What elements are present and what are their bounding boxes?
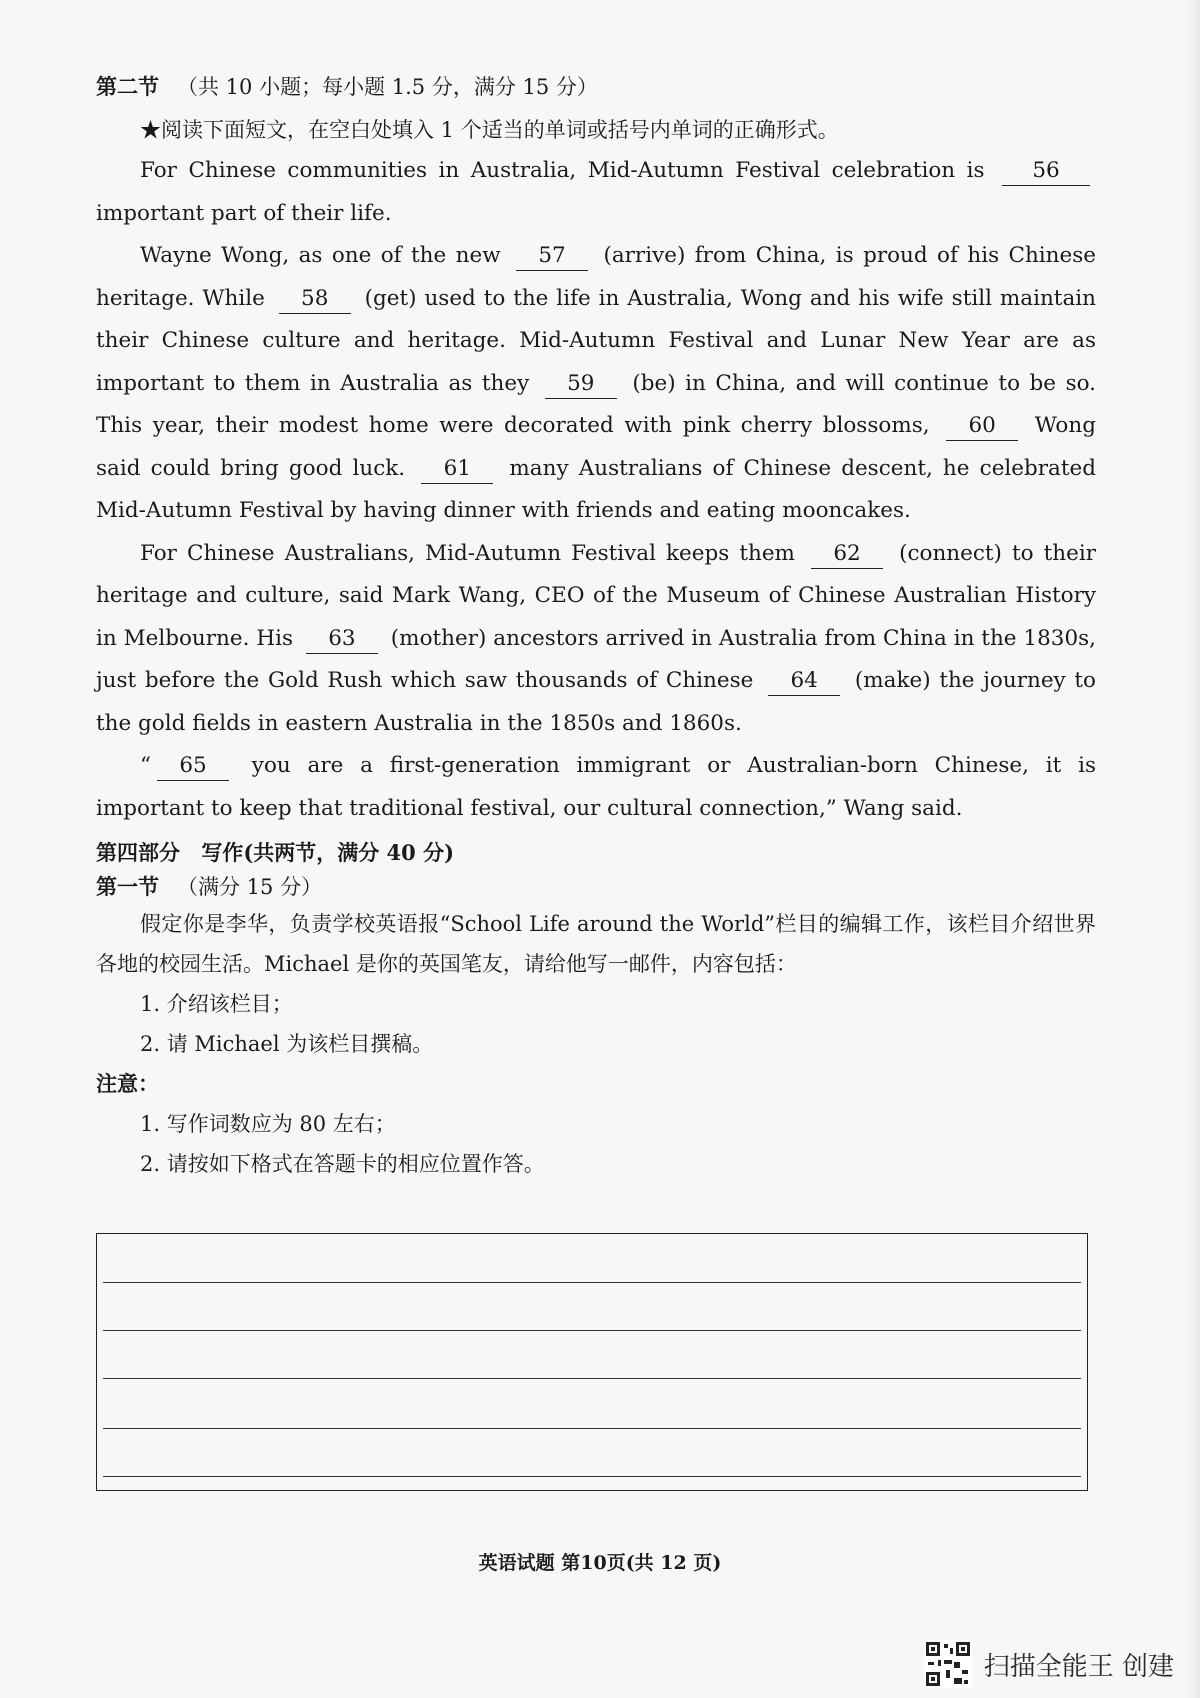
passage-text: you are a first-generation immigrant or Australian-born Chinese, it is important to keep that traditional festival, our cultural connection,” Wang said. — [96, 753, 1096, 821]
passage-text: (arrive) from China, is proud of his Chinese heritage. While — [96, 243, 1097, 311]
passage-paragraph-1 — [96, 150, 1096, 235]
blank-58[interactable]: 58 — [279, 285, 351, 314]
part4-meta: (共两节，满分 40 分) — [243, 840, 455, 865]
note-title: 注意： — [96, 1071, 159, 1096]
page-content — [96, 70, 1096, 1184]
scan-edge-shadow — [1186, 0, 1200, 1698]
passage-text: (be) in China, and will continue to be so. This year, their modest home were decorated with pink cherry blossoms, — [96, 370, 1096, 438]
blank-64[interactable]: 64 — [768, 667, 840, 696]
blank-57[interactable]: 57 — [516, 242, 588, 271]
blank-63[interactable]: 63 — [306, 625, 378, 654]
passage-paragraph-4 — [96, 745, 1096, 830]
part4-title: 第四部分 — [96, 840, 180, 865]
section1-meta: （满分 15 分） — [177, 875, 323, 899]
passage-text: many Australians of Chinese descent, he celebrated Mid-Autumn Festival by having dinner with friends and eating mooncakes. — [96, 455, 1096, 523]
answer-box[interactable] — [96, 1233, 1088, 1491]
passage-text: (make) the journey to the gold fields in eastern Australia in the 1850s and 1860s. — [96, 668, 1096, 736]
task-item-2: 2. 请 Michael 为该栏目撰稿。 — [140, 1032, 434, 1056]
passage-text: For Chinese Australians, Mid-Autumn Festival keeps them — [140, 540, 795, 566]
answer-line — [103, 1428, 1081, 1429]
blank-61[interactable]: 61 — [421, 455, 493, 484]
passage-text: Wong said could bring good luck. — [96, 413, 1096, 481]
answer-line — [103, 1282, 1081, 1283]
section2-meta: （共 10 小题；每小题 1.5 分，满分 15 分） — [177, 75, 598, 99]
scanner-watermark — [924, 1640, 1174, 1688]
blank-60[interactable]: 60 — [946, 412, 1018, 441]
passage-paragraph-2 — [96, 235, 1096, 533]
passage-text: (get) used to the life in Australia, Wong and his wife still maintain their Chinese culture and heritage. Mid-Autumn Festival and Lunar New Year are as important to them in Australia as they — [96, 285, 1096, 396]
part4-name: 写作 — [201, 840, 244, 865]
blank-59[interactable]: 59 — [545, 370, 617, 399]
open-quote: “ — [140, 753, 151, 778]
passage-text: (connect) to their heritage and culture, said Mark Wang, CEO of the Museum of Chinese Australian History in Melbourne. His — [96, 540, 1096, 651]
passage-text: Wayne Wong, as one of the new — [140, 243, 501, 268]
note-item-1: 1. 写作词数应为 80 左右； — [140, 1112, 396, 1136]
section1-title: 第一节 — [96, 874, 159, 899]
answer-line — [103, 1476, 1081, 1477]
note-item-2: 2. 请按如下格式在答题卡的相应位置作答。 — [140, 1152, 545, 1176]
answer-line — [103, 1378, 1081, 1379]
section2-header — [96, 70, 1096, 104]
passage-text: important part of their life. — [96, 200, 392, 226]
blank-65[interactable]: 65 — [157, 752, 229, 781]
answer-line — [103, 1330, 1081, 1331]
blank-62[interactable]: 62 — [811, 540, 883, 569]
passage-text: For Chinese communities in Australia, Mid-Autumn Festival celebration is — [140, 158, 985, 183]
task-item-1: 1. 介绍该栏目； — [140, 992, 293, 1016]
section1-header — [96, 870, 1096, 904]
section2-instruction: ★阅读下面短文，在空白处填入 1 个适当的单词或括号内单词的正确形式。 — [140, 118, 839, 142]
part4-header — [96, 836, 1096, 870]
qr-code-icon — [924, 1640, 972, 1688]
writing-task: 假定你是李华，负责学校英语报“School Life around the World”栏目的编辑工作，该栏目介绍世界各地的校园生活。Michael 是你的英国笔友，请给他写一邮件，内容包括： — [96, 912, 1096, 976]
passage-paragraph-3 — [96, 533, 1096, 746]
passage-text: (mother) ancestors arrived in Australia from China in the 1830s, just before the Gold Rush which saw thousands of Chinese — [96, 625, 1096, 693]
page-footer: 英语试题 第10页(共 12 页) — [478, 1552, 722, 1574]
blank-56[interactable]: 56 — [1002, 157, 1090, 186]
watermark-text: 扫描全能王 创建 — [983, 1651, 1174, 1682]
section2-title: 第二节 — [96, 74, 159, 99]
